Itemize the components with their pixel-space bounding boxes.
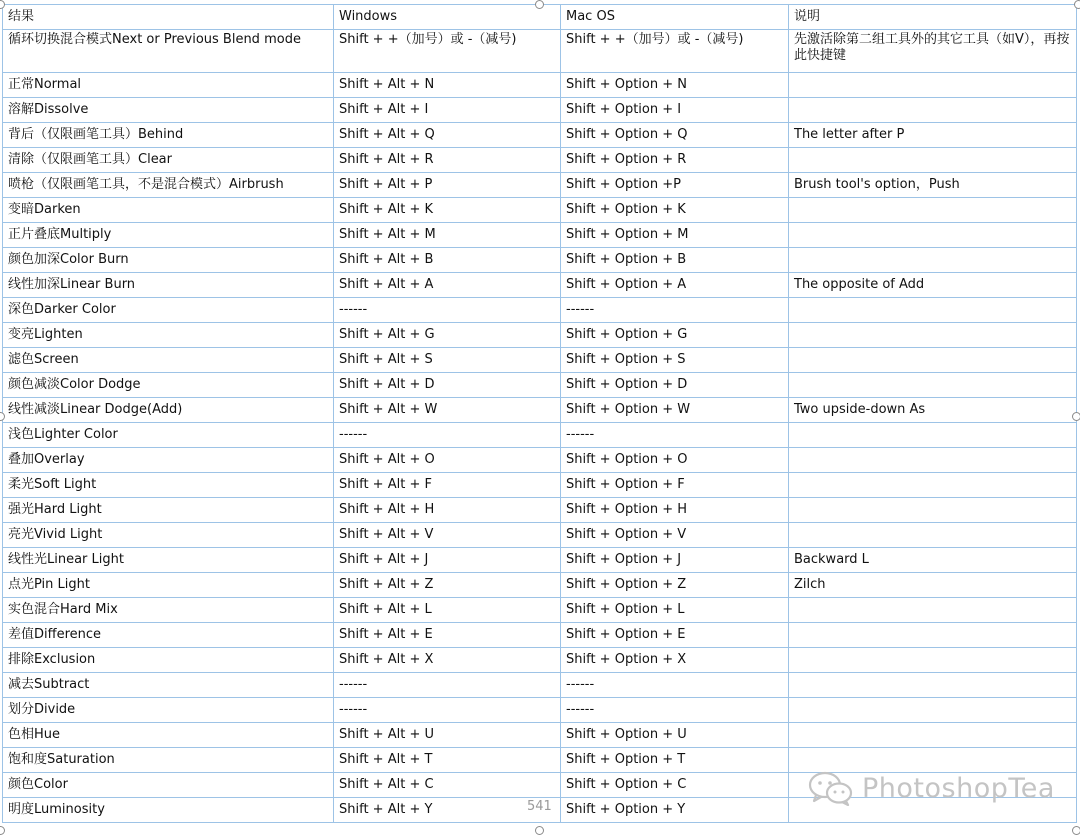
table-row	[3, 623, 1077, 648]
watermark	[808, 768, 1055, 808]
macos-shortcut-cell: Shift + Option + Q	[561, 123, 789, 148]
macos-shortcut-cell: Shift + Option + Y	[561, 798, 789, 823]
notes-cell: Zilch	[789, 573, 1077, 598]
result-cell: 颜色加深Color Burn	[3, 248, 334, 273]
result-cell: 实色混合Hard Mix	[3, 598, 334, 623]
table-row	[3, 298, 1077, 323]
table-row	[3, 398, 1077, 423]
result-cell: 减去Subtract	[3, 673, 334, 698]
table-row	[3, 448, 1077, 473]
windows-shortcut-cell: Shift + Alt + E	[334, 623, 561, 648]
table-row	[3, 523, 1077, 548]
result-cell: 饱和度Saturation	[3, 748, 334, 773]
table-row	[3, 273, 1077, 298]
notes-cell	[789, 248, 1077, 273]
result-cell: 循环切换混合模式Next or Previous Blend mode	[3, 30, 334, 73]
result-cell: 颜色减淡Color Dodge	[3, 373, 334, 398]
windows-shortcut-cell: Shift + Alt + J	[334, 548, 561, 573]
result-cell: 溶解Dissolve	[3, 98, 334, 123]
table-row	[3, 98, 1077, 123]
notes-cell	[789, 323, 1077, 348]
result-cell: 滤色Screen	[3, 348, 334, 373]
result-cell: 喷枪（仅限画笔工具，不是混合模式）Airbrush	[3, 173, 334, 198]
result-cell: 背后（仅限画笔工具）Behind	[3, 123, 334, 148]
windows-shortcut-cell: Shift + Alt + X	[334, 648, 561, 673]
result-cell: 正片叠底Multiply	[3, 223, 334, 248]
result-cell: 深色Darker Color	[3, 298, 334, 323]
result-cell: 色相Hue	[3, 723, 334, 748]
macos-shortcut-cell: Shift + Option + C	[561, 773, 789, 798]
table-row	[3, 348, 1077, 373]
macos-shortcut-cell: Shift + Option + A	[561, 273, 789, 298]
wechat-icon	[808, 770, 854, 806]
notes-cell: The letter after P	[789, 123, 1077, 148]
windows-shortcut-cell: Shift + Alt + N	[334, 73, 561, 98]
resize-handle-bottom-left[interactable]	[0, 826, 5, 835]
macos-shortcut-cell: Shift + Option + Z	[561, 573, 789, 598]
macos-shortcut-cell: Shift + Option + M	[561, 223, 789, 248]
macos-shortcut-cell: Shift + Option + H	[561, 498, 789, 523]
notes-cell: Brush tool's option，Push	[789, 173, 1077, 198]
macos-shortcut-cell: Shift + Option + U	[561, 723, 789, 748]
notes-cell	[789, 648, 1077, 673]
windows-shortcut-cell: Shift + Alt + H	[334, 498, 561, 523]
result-cell: 明度Luminosity	[3, 798, 334, 823]
windows-shortcut-cell: Shift + Alt + I	[334, 98, 561, 123]
macos-shortcut-cell: Shift + Option + X	[561, 648, 789, 673]
table-row	[3, 173, 1077, 198]
windows-shortcut-cell: Shift + Alt + W	[334, 398, 561, 423]
macos-shortcut-cell: Shift + Option + L	[561, 598, 789, 623]
resize-handle-top-right[interactable]	[1074, 0, 1080, 9]
notes-cell	[789, 148, 1077, 173]
macos-shortcut-cell: Shift + Option + O	[561, 448, 789, 473]
windows-shortcut-cell: Shift + Alt + D	[334, 373, 561, 398]
table-row	[3, 648, 1077, 673]
notes-cell	[789, 723, 1077, 748]
table-row	[3, 223, 1077, 248]
macos-shortcut-cell: Shift + Option + S	[561, 348, 789, 373]
windows-shortcut-cell: Shift + Alt + Q	[334, 123, 561, 148]
macos-shortcut-cell: Shift + Option + K	[561, 198, 789, 223]
notes-cell	[789, 698, 1077, 723]
macos-shortcut-cell: Shift + Option + I	[561, 98, 789, 123]
notes-cell	[789, 348, 1077, 373]
macos-shortcut-cell: Shift + Option + W	[561, 398, 789, 423]
macos-shortcut-cell: Shift + Option + J	[561, 548, 789, 573]
result-cell: 正常Normal	[3, 73, 334, 98]
result-cell: 点光Pin Light	[3, 573, 334, 598]
result-cell: 浅色Lighter Color	[3, 423, 334, 448]
windows-shortcut-cell: Shift + Alt + S	[334, 348, 561, 373]
resize-handle-bottom-center[interactable]	[535, 826, 544, 835]
notes-cell	[789, 448, 1077, 473]
blend-mode-shortcut-table	[2, 4, 1077, 823]
result-cell: 线性减淡Linear Dodge(Add)	[3, 398, 334, 423]
page-number: 541	[527, 799, 552, 814]
macos-shortcut-cell: Shift + Option + B	[561, 248, 789, 273]
result-cell: 线性光Linear Light	[3, 548, 334, 573]
notes-cell	[789, 498, 1077, 523]
table-row	[3, 248, 1077, 273]
macos-shortcut-cell: Shift + Option + G	[561, 323, 789, 348]
table-row	[3, 198, 1077, 223]
notes-cell	[789, 98, 1077, 123]
windows-shortcut-cell: Shift + Alt + Y	[334, 798, 561, 823]
table-row	[3, 698, 1077, 723]
windows-shortcut-cell: Shift + Alt + V	[334, 523, 561, 548]
windows-shortcut-cell: ------	[334, 423, 561, 448]
notes-cell	[789, 673, 1077, 698]
macos-shortcut-cell: Shift + Option + F	[561, 473, 789, 498]
result-cell: 变亮Lighten	[3, 323, 334, 348]
header-cell-result: 结果	[3, 5, 334, 30]
header-cell-macos: Mac OS	[561, 5, 789, 30]
windows-shortcut-cell: Shift + Alt + K	[334, 198, 561, 223]
table-row	[3, 123, 1077, 148]
windows-shortcut-cell: Shift + Alt + A	[334, 273, 561, 298]
windows-shortcut-cell: Shift + Alt + F	[334, 473, 561, 498]
result-cell: 线性加深Linear Burn	[3, 273, 334, 298]
windows-shortcut-cell: Shift + Alt + T	[334, 748, 561, 773]
table-row	[3, 373, 1077, 398]
result-cell: 颜色Color	[3, 773, 334, 798]
result-cell: 亮光Vivid Light	[3, 523, 334, 548]
windows-shortcut-cell: Shift + Alt + O	[334, 448, 561, 473]
windows-shortcut-cell: Shift + Alt + B	[334, 248, 561, 273]
table-row	[3, 723, 1077, 748]
windows-shortcut-cell: Shift + Alt + Z	[334, 573, 561, 598]
notes-cell	[789, 73, 1077, 98]
notes-cell	[789, 523, 1077, 548]
windows-shortcut-cell: Shift + Alt + R	[334, 148, 561, 173]
table-row	[3, 30, 1077, 73]
table-row	[3, 473, 1077, 498]
resize-handle-top-center[interactable]	[535, 0, 544, 9]
windows-shortcut-cell: Shift + Alt + M	[334, 223, 561, 248]
notes-cell: Two upside-down As	[789, 398, 1077, 423]
notes-cell	[789, 598, 1077, 623]
resize-handle-middle-right[interactable]	[1072, 412, 1080, 421]
windows-shortcut-cell: Shift + Alt + C	[334, 773, 561, 798]
windows-shortcut-cell: Shift + +（加号）或 -（减号)	[334, 30, 561, 73]
macos-shortcut-cell: Shift + Option + N	[561, 73, 789, 98]
notes-cell: 先激活除第二组工具外的其它工具（如V），再按此快捷键	[789, 30, 1077, 73]
windows-shortcut-cell: Shift + Alt + P	[334, 173, 561, 198]
macos-shortcut-cell: Shift + Option + V	[561, 523, 789, 548]
result-cell: 叠加Overlay	[3, 448, 334, 473]
table-row	[3, 548, 1077, 573]
result-cell: 排除Exclusion	[3, 648, 334, 673]
notes-cell	[789, 373, 1077, 398]
result-cell: 清除（仅限画笔工具）Clear	[3, 148, 334, 173]
macos-shortcut-cell: Shift + Option + E	[561, 623, 789, 648]
notes-cell	[789, 198, 1077, 223]
table-row	[3, 673, 1077, 698]
watermark-text: PhotoshopTea	[862, 772, 1055, 804]
windows-shortcut-cell: Shift + Alt + G	[334, 323, 561, 348]
result-cell: 变暗Darken	[3, 198, 334, 223]
macos-shortcut-cell: Shift + Option +P	[561, 173, 789, 198]
macos-shortcut-cell: ------	[561, 423, 789, 448]
macos-shortcut-cell: Shift + Option + R	[561, 148, 789, 173]
header-cell-windows: Windows	[334, 5, 561, 30]
macos-shortcut-cell: Shift + Option + D	[561, 373, 789, 398]
windows-shortcut-cell: ------	[334, 298, 561, 323]
table-row	[3, 323, 1077, 348]
result-cell: 柔光Soft Light	[3, 473, 334, 498]
table-row	[3, 148, 1077, 173]
macos-shortcut-cell: ------	[561, 698, 789, 723]
result-cell: 差值Difference	[3, 623, 334, 648]
resize-handle-bottom-right[interactable]	[1072, 826, 1080, 835]
macos-shortcut-cell: Shift + +（加号）或 -（减号)	[561, 30, 789, 73]
notes-cell	[789, 623, 1077, 648]
header-cell-notes: 说明	[789, 5, 1077, 30]
table-row	[3, 423, 1077, 448]
table-row	[3, 498, 1077, 523]
macos-shortcut-cell: Shift + Option + T	[561, 748, 789, 773]
notes-cell	[789, 473, 1077, 498]
result-cell: 强光Hard Light	[3, 498, 334, 523]
notes-cell	[789, 423, 1077, 448]
windows-shortcut-cell: Shift + Alt + L	[334, 598, 561, 623]
table-row	[3, 573, 1077, 598]
notes-cell	[789, 223, 1077, 248]
macos-shortcut-cell: ------	[561, 298, 789, 323]
windows-shortcut-cell: Shift + Alt + U	[334, 723, 561, 748]
notes-cell: Backward L	[789, 548, 1077, 573]
notes-cell: The opposite of Add	[789, 273, 1077, 298]
result-cell: 划分Divide	[3, 698, 334, 723]
table-row	[3, 73, 1077, 98]
notes-cell	[789, 298, 1077, 323]
macos-shortcut-cell: ------	[561, 673, 789, 698]
table-row	[3, 598, 1077, 623]
windows-shortcut-cell: ------	[334, 698, 561, 723]
windows-shortcut-cell: ------	[334, 673, 561, 698]
